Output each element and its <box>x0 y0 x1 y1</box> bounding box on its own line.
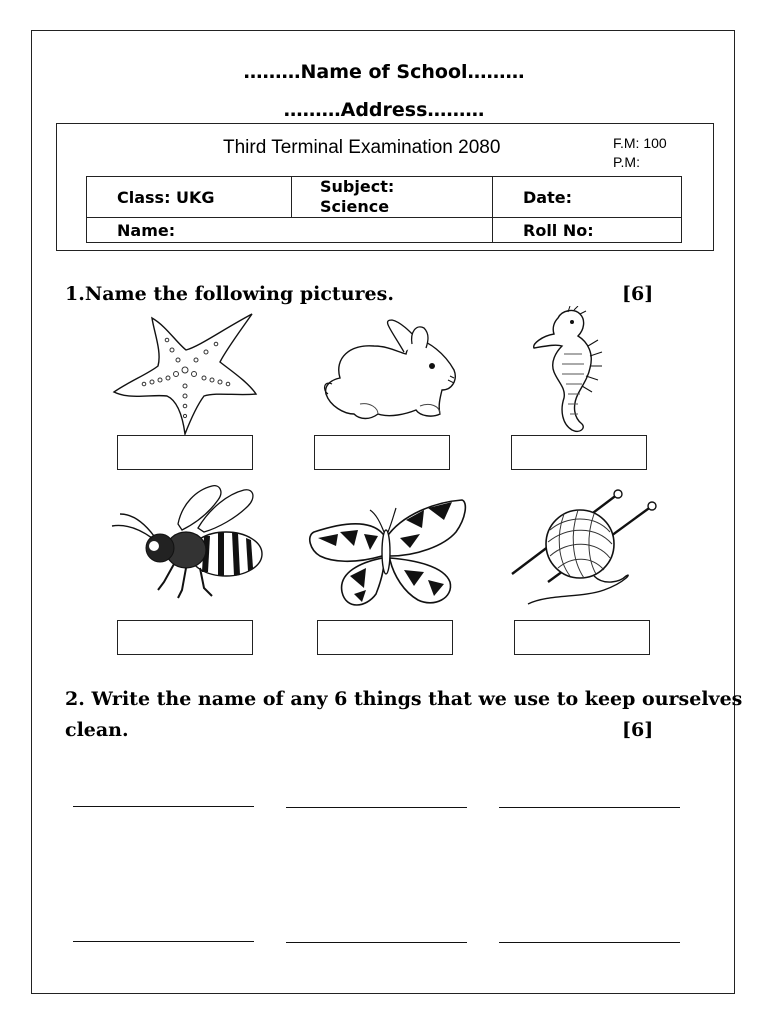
name-label: Name: <box>117 220 176 240</box>
name-cell <box>87 218 493 243</box>
date-cell <box>493 177 682 218</box>
bee-icon <box>108 484 268 600</box>
butterfly-icon <box>304 498 468 612</box>
full-marks: F.M: 100 <box>613 135 667 151</box>
answer-box-3[interactable] <box>511 435 647 470</box>
exam-title: Third Terminal Examination 2080 <box>223 137 501 158</box>
answer-line-6[interactable] <box>499 942 680 943</box>
question-1-marks: [6] <box>622 283 654 305</box>
subject-label: Subject: <box>320 177 395 196</box>
answer-line-5[interactable] <box>286 942 467 943</box>
answer-box-5[interactable] <box>317 620 453 655</box>
pass-marks: P.M: <box>613 154 640 170</box>
seahorse-icon <box>528 306 608 436</box>
roll-cell <box>493 218 682 243</box>
answer-box-1[interactable] <box>117 435 253 470</box>
date-label: Date: <box>523 187 572 207</box>
answer-line-1[interactable] <box>73 806 254 807</box>
subject-cell <box>292 177 493 218</box>
class-label: Class: UKG <box>117 187 215 207</box>
rabbit-icon <box>320 318 460 428</box>
class-cell <box>87 177 292 218</box>
answer-line-3[interactable] <box>499 807 680 808</box>
question-2-line-2: clean. <box>65 719 129 741</box>
school-address: ………Address……… <box>283 99 485 121</box>
answer-box-2[interactable] <box>314 435 450 470</box>
starfish-icon <box>112 312 258 436</box>
subject-value: Science <box>320 197 390 216</box>
question-2-line-1: 2. Write the name of any 6 things that we use to keep ourselves <box>65 688 743 710</box>
school-name: ………Name of School……… <box>243 61 525 83</box>
answer-line-4[interactable] <box>73 941 254 942</box>
question-2-marks: [6] <box>622 719 654 741</box>
answer-box-4[interactable] <box>117 620 253 655</box>
question-1: 1.Name the following pictures. <box>65 283 394 305</box>
yarn-ball-icon <box>508 486 658 610</box>
roll-label: Roll No: <box>523 220 594 240</box>
student-info-table <box>86 176 682 243</box>
answer-box-6[interactable] <box>514 620 650 655</box>
answer-line-2[interactable] <box>286 807 467 808</box>
